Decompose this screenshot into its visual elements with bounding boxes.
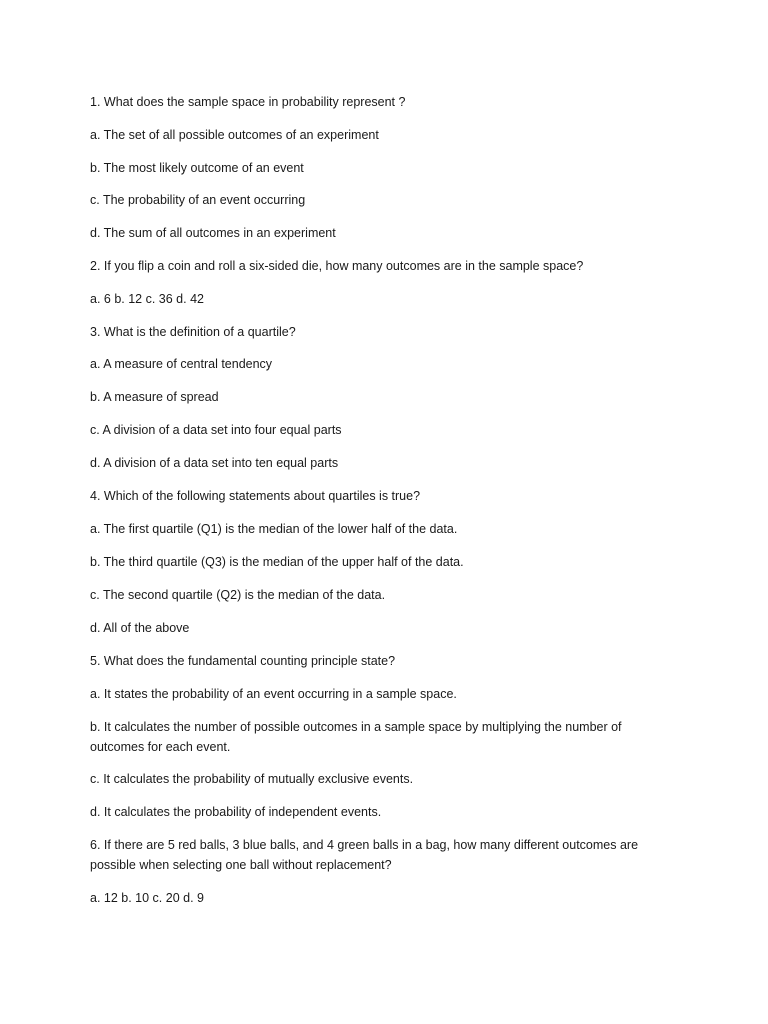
q1-option-d: d. The sum of all outcomes in an experiment <box>90 226 336 240</box>
q4-option-c: c. The second quartile (Q2) is the median of the data. <box>90 588 386 602</box>
q5-option-a: a. It states the probability of an event occurring in a sample space. <box>90 687 457 701</box>
question-1: 1. What does the sample space in probability represent ? <box>90 95 406 109</box>
q3-option-d: d. A division of a data set into ten equal parts <box>90 456 339 470</box>
question-5: 5. What does the fundamental counting principle state? <box>90 654 396 668</box>
q3-option-b: b. A measure of spread <box>90 390 219 404</box>
q3-option-a: a. A measure of central tendency <box>90 357 273 371</box>
question-3: 3. What is the definition of a quartile? <box>90 325 296 339</box>
q2-options: a. 6 b. 12 c. 36 d. 42 <box>90 292 204 306</box>
question-4: 4. Which of the following statements about quartiles is true? <box>90 489 421 503</box>
q1-option-c: c. The probability of an event occurring <box>90 193 306 207</box>
q4-option-d: d. All of the above <box>90 621 190 635</box>
q4-option-b: b. The third quartile (Q3) is the median of the upper half of the data. <box>90 555 464 569</box>
q5-option-b: b. It calculates the number of possible outcomes in a sample space by multiplying the number of outcomes for each event. <box>90 720 622 754</box>
q4-option-a: a. The first quartile (Q1) is the median of the lower half of the data. <box>90 522 458 536</box>
question-6: 6. If there are 5 red balls, 3 blue balls, and 4 green balls in a bag, how many different outcomes are possible when selecting one ball without replacement? <box>90 838 639 872</box>
q1-option-a: a. The set of all possible outcomes of an experiment <box>90 128 379 142</box>
question-2: 2. If you flip a coin and roll a six-sided die, how many outcomes are in the sample space? <box>90 259 584 273</box>
q5-option-c: c. It calculates the probability of mutually exclusive events. <box>90 772 414 786</box>
q3-option-c: c. A division of a data set into four equal parts <box>90 423 342 437</box>
q5-option-d: d. It calculates the probability of independent events. <box>90 805 382 819</box>
q1-option-b: b. The most likely outcome of an event <box>90 161 304 175</box>
q6-options: a. 12 b. 10 c. 20 d. 9 <box>90 891 204 905</box>
